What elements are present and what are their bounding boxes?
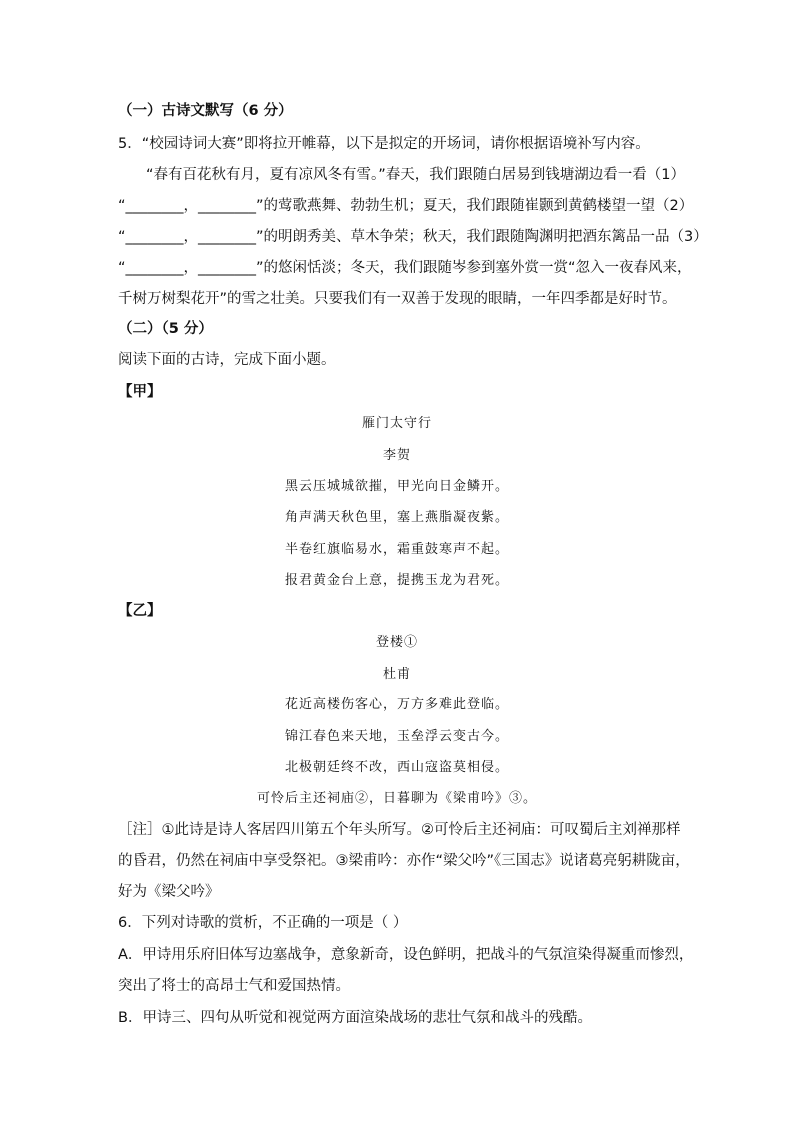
poem-b-tag: 【乙】 — [118, 603, 162, 619]
q5-prompt: 5．“校园诗词大赛”即将拉开帷幕，以下是拟定的开场词，请你根据语境补写内容。 — [118, 136, 650, 152]
q5-line4: “________，________”的悠闲恬淡；冬天，我们跟随岑参到塞外赏一赏“忽入一夜春风来， — [118, 260, 692, 276]
poem-a-tag: 【甲】 — [118, 384, 162, 400]
option-a-line1: A．甲诗用乐府旧体写边塞战争，意象新奇，设色鲜明，把战斗的气氛渲染得凝重而惨烈， — [118, 947, 694, 963]
poem-b-line: 锦江春色来天地，玉垒浮云变古今。 — [284, 729, 509, 744]
poem-a-line: 半卷红旗临易水，霜重鼓寒声不起。 — [284, 542, 509, 557]
q5-line5: 千树万树梨花开”的雪之壮美。只要我们有一双善于发现的眼睛，一年四季都是好时节。 — [118, 291, 677, 307]
poem-b-line: 花近高楼伤客心，万方多难此登临。 — [284, 697, 509, 712]
note-line: ［注］①此诗是诗人客居四川第五个年头所写。②可怜后主还祠庙：可叹蜀后主刘禅那样 — [118, 822, 681, 838]
poem-a-line: 报君黄金台上意，提携玉龙为君死。 — [284, 573, 509, 588]
option-b: B．甲诗三、四句从听觉和视觉两方面渲染战场的悲壮气氛和战斗的残酷。 — [118, 1010, 592, 1026]
q6-prompt: 6．下列对诗歌的赏析，不正确的一项是（ ） — [118, 915, 408, 931]
section2-heading: （二）（5 分） — [118, 321, 213, 337]
poem-b-author: 杜甫 — [382, 667, 411, 682]
q5-line3: “________，________”的明朗秀美、草木争荣；秋天，我们跟随陶渊明把酒东篱品一品（3） — [118, 229, 708, 245]
poem-a-line: 角声满天秋色里，塞上燕脂凝夜紫。 — [284, 510, 509, 525]
q5-line2: “________，________”的莺歌燕舞、勃勃生机；夏天，我们跟随崔颢到黄鹤楼望一望（2） — [118, 198, 694, 214]
section2-intro: 阅读下面的古诗，完成下面小题。 — [118, 352, 336, 368]
poem-a-author: 李贺 — [382, 448, 411, 463]
q5-line1: “春有百花秋有月，夏有凉风冬有雪。”春天，我们跟随白居易到钱塘湖边看一看（1） — [146, 167, 685, 183]
section1-heading: （一）古诗文默写（6 分） — [118, 103, 293, 119]
option-a-line2: 突出了将士的高昂士气和爱国热情。 — [118, 978, 350, 994]
poem-a-title: 雁门太守行 — [361, 416, 432, 431]
poem-b-line: 北极朝廷终不改，西山寇盗莫相侵。 — [284, 760, 509, 775]
note-line: 的昏君，仍然在祠庙中享受祭祀。③梁甫吟：亦作“梁父吟”《三国志》说诸葛亮躬耕陇亩， — [118, 853, 690, 869]
note-line: 好为《梁父吟》 — [118, 884, 220, 900]
poem-b-title: 登楼① — [375, 635, 418, 650]
poem-b-line: 可怜后主还祠庙②，日暮聊为《梁甫吟》③。 — [256, 791, 537, 806]
poem-a-line: 黑云压城城欲摧，甲光向日金鳞开。 — [284, 479, 509, 494]
